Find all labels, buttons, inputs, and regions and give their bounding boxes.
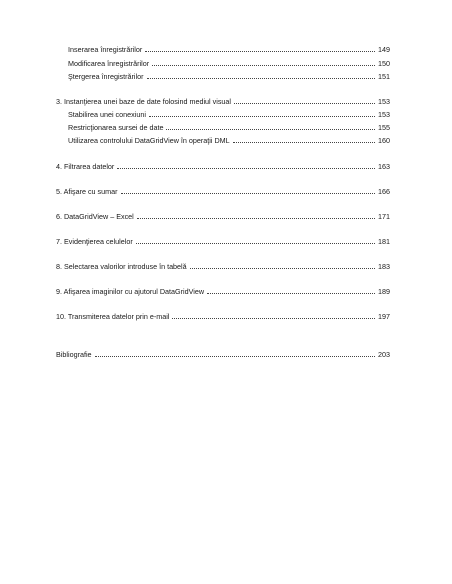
toc-entry-label: 3. Instanţierea unei baze de date folosind mediul visual xyxy=(56,97,232,106)
toc-entry-page: 181 xyxy=(378,237,390,246)
toc-entry-chapter-3[interactable] xyxy=(56,95,390,106)
toc-entry-label: 6. DataGridView – Excel xyxy=(56,212,134,221)
toc-entry-page: 153 xyxy=(378,110,390,119)
toc-entry-page: 155 xyxy=(378,123,390,132)
toc-entry-page: 183 xyxy=(378,262,390,271)
toc-entry-page: 197 xyxy=(378,312,390,321)
toc-entry-page: 163 xyxy=(378,162,390,171)
toc-entry-chapter-5[interactable] xyxy=(56,185,390,196)
toc-entry-stergerea[interactable] xyxy=(68,70,390,81)
dot-leader xyxy=(145,51,375,52)
toc-entry-label: Bibliografie xyxy=(56,350,92,359)
toc-entry-page: 149 xyxy=(378,45,390,54)
toc-entry-label: 5. Afişare cu sumar xyxy=(56,187,118,196)
toc-entry-label: Inserarea înregistrărilor xyxy=(68,45,143,54)
dot-leader xyxy=(136,243,375,244)
toc-entry-label: 8. Selectarea valorilor introduse în tabelă xyxy=(56,262,187,271)
toc-entry-page: 166 xyxy=(378,187,390,196)
toc-entry-page: 150 xyxy=(378,59,390,68)
toc-entry-label: Modificarea înregistrărilor xyxy=(68,59,150,68)
toc-entry-label: 9. Afişarea imaginilor cu ajutorul DataGridView xyxy=(56,287,205,296)
toc-entry-label: Restricţionarea sursei de date xyxy=(68,123,164,132)
toc-entry-chapter-4[interactable] xyxy=(56,160,390,171)
dot-leader xyxy=(152,65,375,66)
toc-entry-page: 203 xyxy=(378,350,390,359)
dot-leader xyxy=(190,268,375,269)
toc-entry-restrictionarea[interactable] xyxy=(68,121,390,132)
toc-entry-label: 7. Evidenţierea celulelor xyxy=(56,237,133,246)
toc-entry-page: 171 xyxy=(378,212,390,221)
dot-leader xyxy=(166,129,375,130)
dot-leader xyxy=(121,193,375,194)
toc-entry-chapter-7[interactable] xyxy=(56,235,390,246)
toc-entry-chapter-6[interactable] xyxy=(56,210,390,221)
toc-entry-page: 151 xyxy=(378,72,390,81)
dot-leader xyxy=(95,356,375,357)
toc-entry-page: 153 xyxy=(378,97,390,106)
toc-entry-chapter-8[interactable] xyxy=(56,260,390,271)
toc-entry-label: Utilizarea controlului DataGridView în operaţii DML xyxy=(68,136,230,145)
toc-entry-label: 10. Transmiterea datelor prin e-mail xyxy=(56,312,170,321)
toc-entry-chapter-9[interactable] xyxy=(56,285,390,296)
toc-entry-chapter-10[interactable] xyxy=(56,310,390,321)
toc-entry-label: Stabilirea unei conexiuni xyxy=(68,110,146,119)
dot-leader xyxy=(172,318,375,319)
dot-leader xyxy=(207,293,375,294)
toc-entry-page: 160 xyxy=(378,136,390,145)
toc-entry-label: 4. Filtrarea datelor xyxy=(56,162,115,171)
toc-entry-inserarea[interactable] xyxy=(68,43,390,54)
dot-leader xyxy=(149,116,375,117)
dot-leader xyxy=(117,168,375,169)
toc-entry-modificarea[interactable] xyxy=(68,57,390,68)
dot-leader xyxy=(137,218,375,219)
toc-entry-utilizarea[interactable] xyxy=(68,134,390,145)
dot-leader xyxy=(233,142,375,143)
toc-entry-bibliografie[interactable] xyxy=(56,348,390,359)
toc-entry-stabilirea[interactable] xyxy=(68,108,390,119)
toc-entry-page: 189 xyxy=(378,287,390,296)
dot-leader xyxy=(147,78,375,79)
toc-entry-label: Ştergerea înregistrărilor xyxy=(68,72,144,81)
dot-leader xyxy=(234,103,375,104)
